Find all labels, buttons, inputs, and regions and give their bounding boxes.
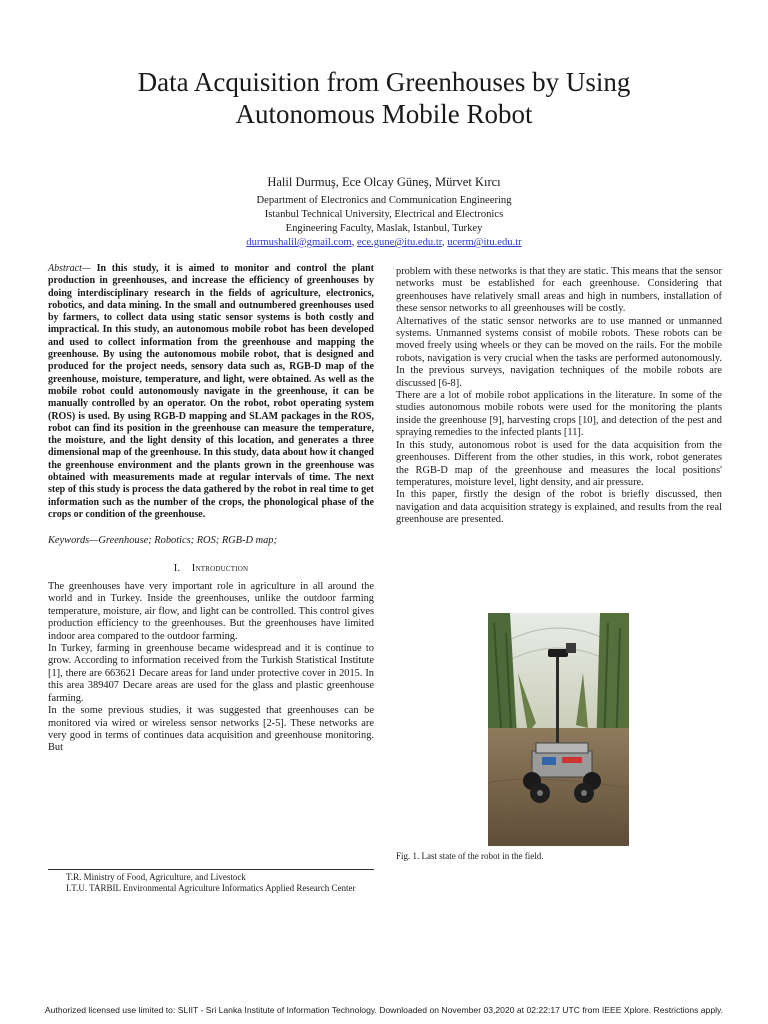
figure-caption: Fig. 1. Last state of the robot in the field. — [396, 851, 544, 861]
email-link[interactable]: ucerm@itu.edu.tr — [447, 237, 522, 248]
footnote-divider — [48, 869, 374, 870]
section-number: I. — [173, 562, 181, 574]
left-column — [48, 263, 374, 755]
title-line-1: Data Acquisition from Greenhouses by Using — [137, 67, 631, 97]
section-heading — [48, 563, 374, 575]
paragraph: There are a lot of mobile robot applications in the literature. In some of the studies autonomous mobile robots were used for the monitoring the plants inside the greenhouse [9], harvesting crops [10], and detection of the pest and spraying remedies to the infected plants [11]. — [396, 390, 722, 439]
paper-title — [40, 66, 728, 130]
title-line-2: Autonomous Mobile Robot — [235, 99, 533, 129]
paragraph: In Turkey, farming in greenhouse became widespread and it is continue to grow. According to information received from the Turkish Statistical Institute [1], there are 663621 Decare areas for land under protective cover in 2015. In this area 389407 Decare areas are used for the glass and plastic greenhouse farming. — [48, 643, 374, 704]
footnote: T.R. Ministry of Food, Agriculture, and Livestock — [66, 872, 246, 882]
intro-body — [48, 581, 374, 755]
paragraph: Alternatives of the static sensor networks are to use manned or unmanned systems. Unmanned systems consist of mobile robots. These robots can be moved freely using wheels or they can be moved on the rails. For the mobile robots, navigation is very crucial when the tasks are performed autonomously. In the previous surveys, navigation techniques of the mobile robots are discussed [6-8]. — [396, 315, 722, 389]
keywords: Keywords—Greenhouse; Robotics; ROS; RGB-D map; — [48, 535, 277, 547]
paragraph: In the some previous studies, it was suggested that greenhouses can be monitored via wired or wireless sensor networks [2-5]. These networks are very good in terms of continues data acquisition and greenhouse monitoring. But — [48, 705, 374, 754]
email-link[interactable]: ece.gune@itu.edu.tr — [356, 237, 442, 248]
abstract — [48, 263, 374, 521]
affiliation-block — [40, 194, 728, 250]
footnote: I.T.U. TARBIL Environmental Agriculture Informatics Applied Research Center — [66, 883, 356, 893]
affiliation-line: Istanbul Technical University, Electrical and Electronics — [264, 209, 504, 220]
affiliation-line: Department of Electronics and Communication Engineering — [256, 195, 512, 206]
email-separator: , — [441, 237, 448, 248]
footnotes — [48, 872, 374, 894]
abstract-label: Abstract— — [48, 263, 91, 274]
email-link[interactable]: durmushalil@gmail.com — [246, 237, 352, 248]
right-column — [396, 266, 722, 527]
email-separator: , — [351, 237, 357, 248]
paragraph: In this study, autonomous robot is used for the data acquisition from the greenhouses. Different from the other studies, in this work, robot generates the RGB-D map of the greenhouse and measures the local positions' temperatures, moisture level, light density, and air pressure. — [396, 439, 722, 488]
robot-photo — [488, 613, 629, 846]
author-list: Halil Durmuş, Ece Olcay Güneş, Mürvet Kırcı — [267, 175, 501, 189]
paragraph: In this paper, firstly the design of the robot is briefly discussed, then navigation and data acquisition strategy is explained, and results from the real greenhouse are presented. — [396, 489, 722, 526]
email-list — [40, 236, 728, 250]
abstract-text: In this study, it is aimed to monitor and control the plant production in greenhouses, and increase the efficiency of greenhouses by doing interdisciplinary research in the fields of agriculture, electronics, robotics, and data mining. In the small and outnumbered greenhouses used by farmers, to collect data using static sensor systems is both costly and impractical. In this study, an autonomous mobile robot has been developed and used to collect information from the greenhouse and mapping the greenhouse. By using the autonomous mobile robot, that is designed and produced for the project needs, sensory data such as, RGB-D map of the greenhouse, moisture, temperature, and light, were obtained. As well as the mobile robot could autonomously navigate in the greenhouse, it can be manually controlled by an operator. On the robot, robot operating system (ROS) is used. By using RGB-D mapping and SLAM packages in the ROS, robot can find its position in the greenhouse can measure the temperature, the moisture, and the light density of this location, and generates a three dimensional map of the greenhouse. In this study, data about how it changed the greenhouse environment and the plants grown in the greenhouse was obtained with measurements made at regular intervals of time. The next step of this study is process the data gathered by the robot in real time to get information such as the number of the crops, the phonological phase of the crops or condition of the greenhouse. — [48, 263, 374, 520]
paragraph: The greenhouses have very important role in agriculture in all around the world and in Turkey. Inside the greenhouses, unlike the outdoor farming temperature, moisture, air flow, and light can be controlled. This control gives production efficiency to the greenhouses. But the greenhouses have limited indoor area compared to the outdoor farming. — [48, 581, 374, 642]
section-title: Introduction — [191, 562, 249, 574]
license-footer: Authorized licensed use limited to: SLIIT - Sri Lanka Institute of Information Technology. Downloaded on November 03,2020 at 02:22:17 UTC from IEEE Xplore. Restrictions apply. — [44, 1005, 724, 1015]
paragraph: problem with these networks is that they are static. This means that the sensor networks must be established for each greenhouse. Considering that greenhouses have relatively small areas and high in numbers, installation of these sensor networks to all greenhouses will be costly. — [396, 266, 722, 315]
affiliation-line: Engineering Faculty, Maslak, Istanbul, Turkey — [285, 223, 483, 234]
